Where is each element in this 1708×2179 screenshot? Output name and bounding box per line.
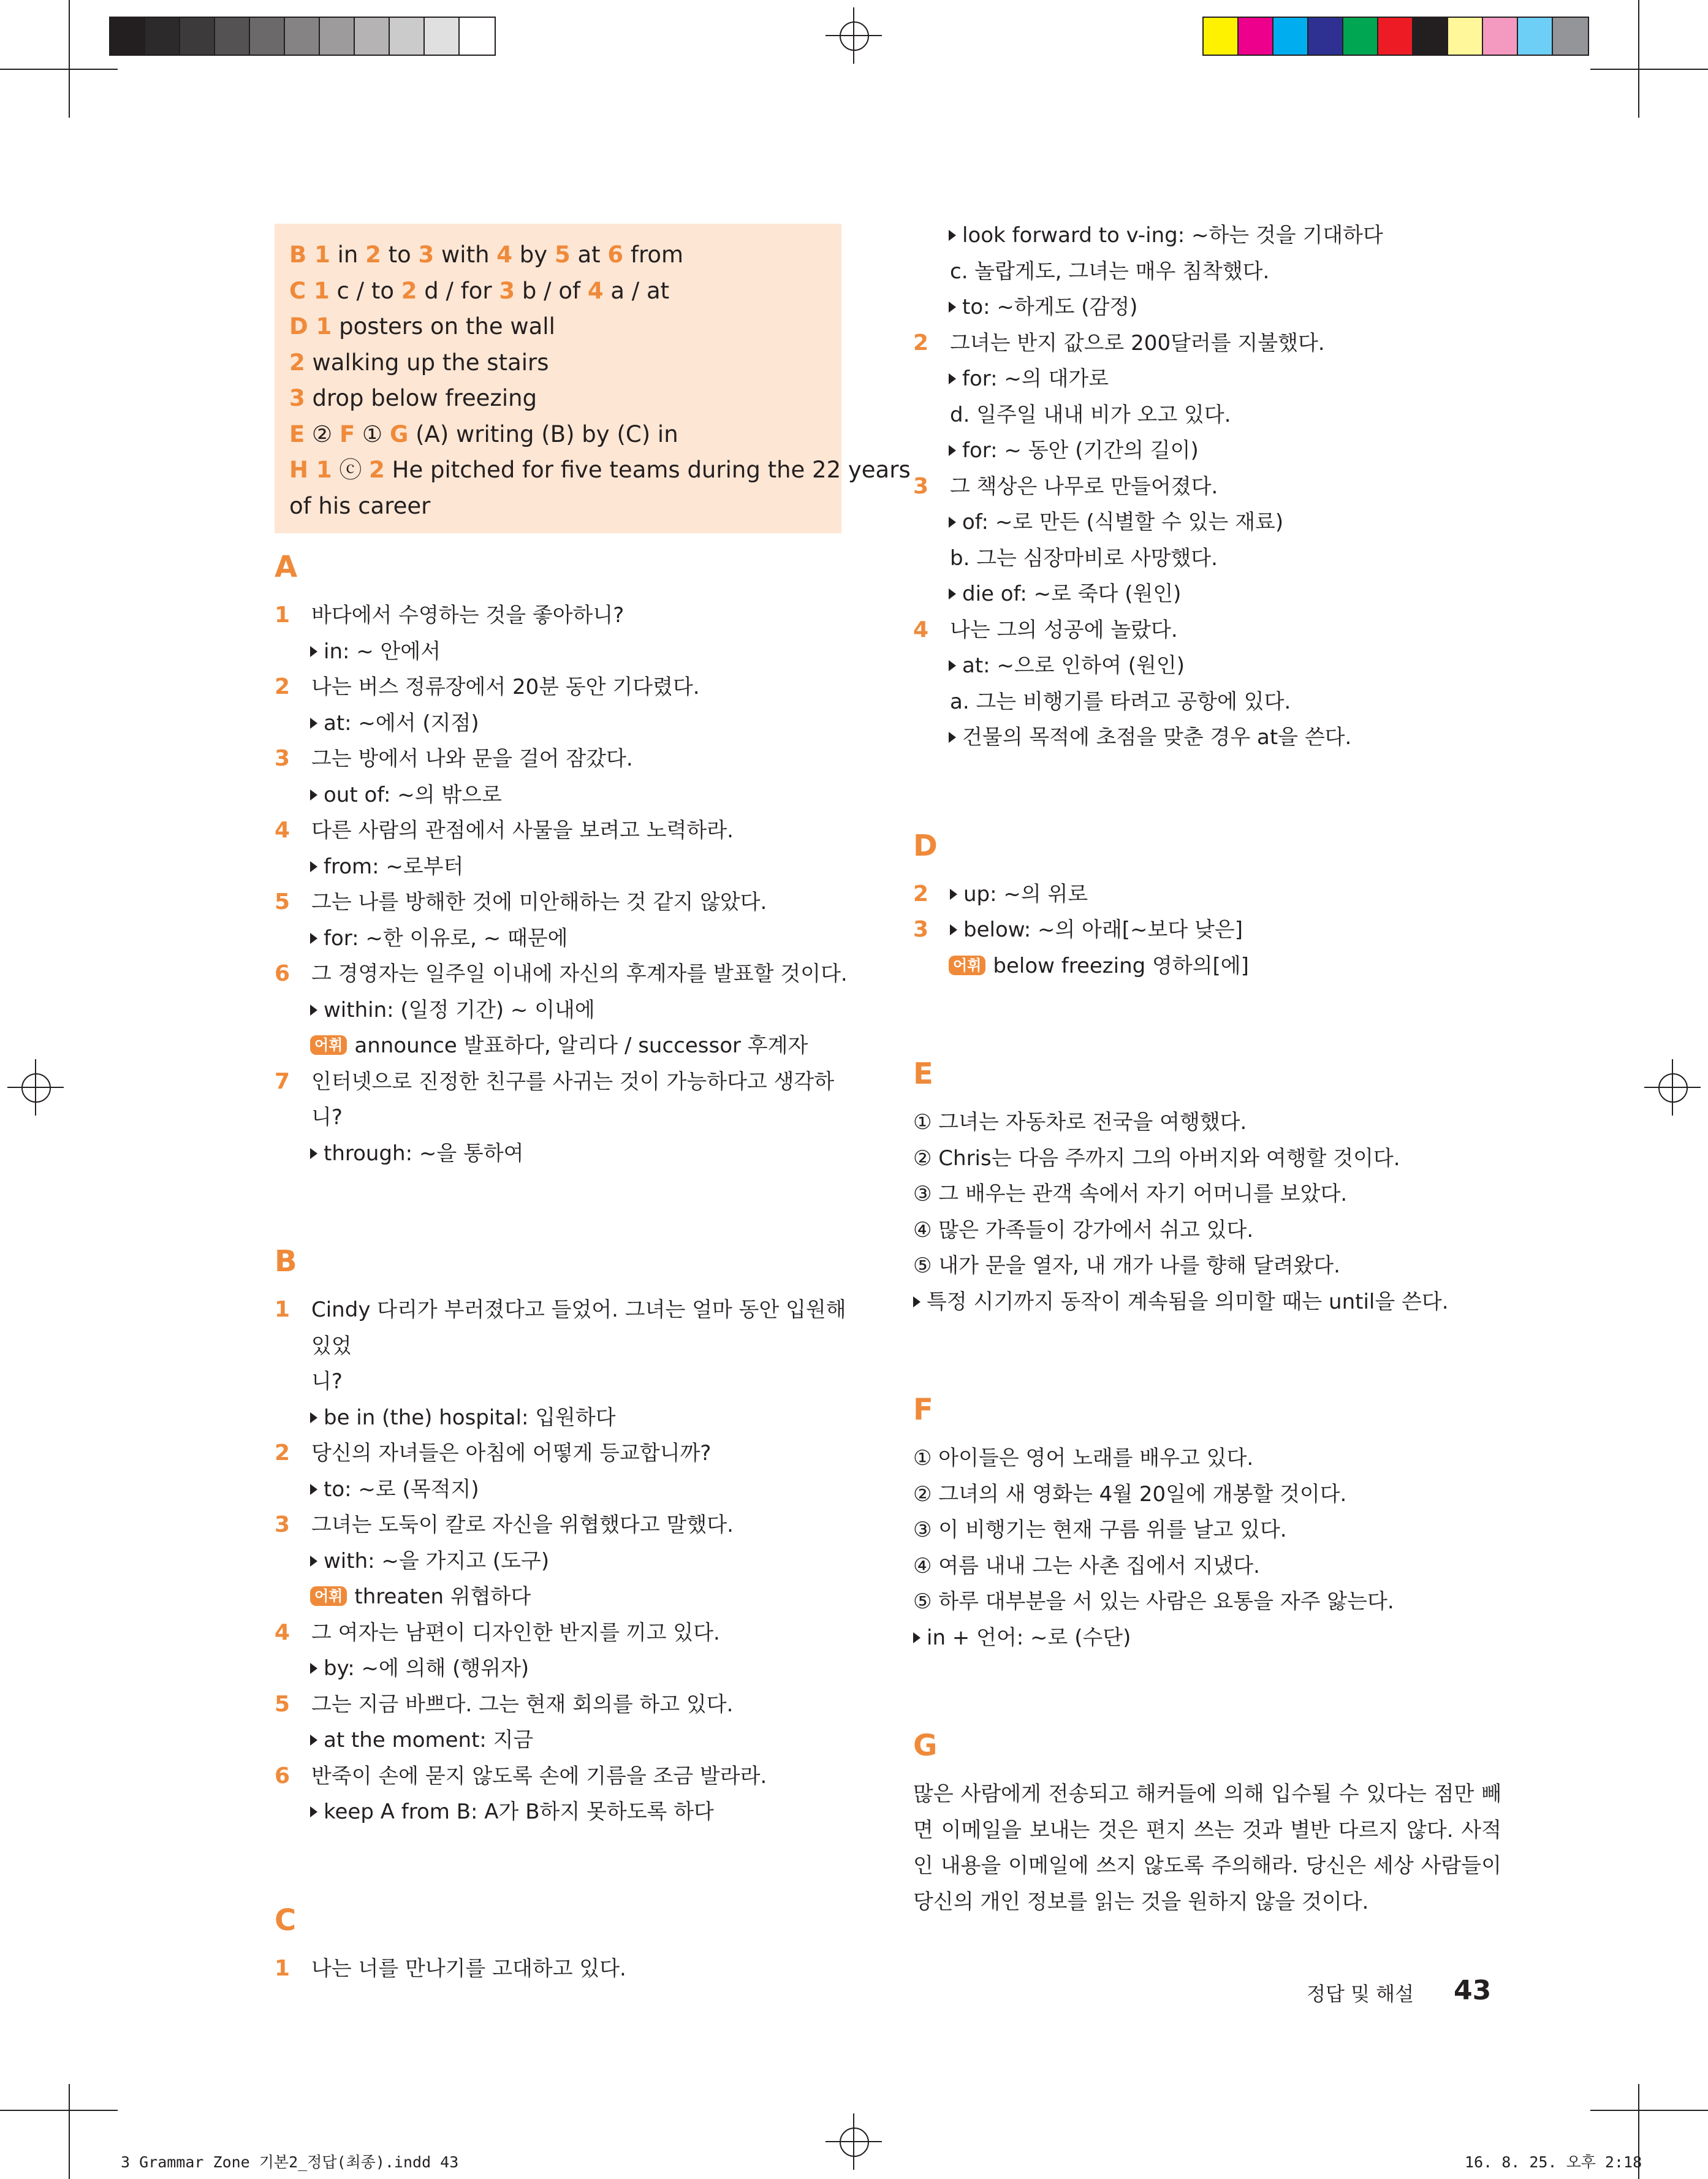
crop-mark [1590,2110,1708,2111]
registration-mark [826,2113,882,2170]
vocabulary-note [275,1579,851,1615]
answer-key-label: H 1 [289,457,332,483]
paragraph-text: 많은 사람에게 전송되고 해커들에 의해 입수될 수 있다는 점만 빼면 이메일을 보내는 것은 편지 쓰는 것과 별반 다르지 않다. 사적인 내용을 이메일에 쓰지 않도록 주의해라. 당신은 세상 사람들이 당신의 개인 정보를 읽는 것을 원하지 않을 것이다. [913,1782,1501,1914]
item-text: 그녀는 도둑이 칼로 자신을 위협했다고 말했다. [311,1513,734,1537]
translation-text: ③ 그 배우는 관객 속에서 자기 어머니를 보았다. [913,1182,1348,1206]
answer-text: d / for [417,277,499,304]
item-text: 그는 방에서 나와 문을 걸어 잠갔다. [311,747,633,771]
item-continuation [913,541,1514,577]
answer-text: ① [355,420,390,447]
translation-line [913,1477,1514,1513]
item-continuation [913,254,1514,290]
item-number: 3 [913,917,929,942]
answer-line [289,417,827,453]
item-text: 그 여자는 남편이 디자인한 반지를 끼고 있다. [311,1620,720,1645]
list-item [913,912,1514,948]
pointer-triangle-icon [310,789,317,800]
translation-line [913,1584,1514,1620]
note-text: 특정 시기까지 동작이 계속됨을 의미할 때는 until을 쓴다. [927,1289,1449,1314]
item-number: 1 [275,1955,290,1981]
item-number: 1 [275,1297,290,1322]
note-text: in: ~ 안에서 [324,639,441,664]
item-text: c. 놀랍게도, 그녀는 매우 침착했다. [950,259,1270,284]
list-item [275,1292,851,1364]
list-item [913,877,1514,913]
item-number: 6 [275,1763,290,1789]
explanation-note [913,648,1514,684]
spacer [275,1171,851,1207]
note-text: in + 언어: ~로 (수단) [927,1625,1131,1650]
translation-text: ① 아이들은 영어 노래를 배우고 있다. [913,1446,1254,1470]
vocabulary-note [913,948,1514,984]
page-number: 43 [1454,1975,1492,2006]
spacer [913,1656,1514,1692]
color-swatch [1553,18,1588,55]
answer-key-label: B 1 [289,241,330,268]
color-swatch [1273,18,1308,55]
list-item [913,469,1514,505]
answer-text: b / of [515,277,588,304]
section-heading [275,1243,851,1292]
spacer [275,1830,851,1866]
color-swatch [1378,18,1413,55]
item-text: d. 일주일 내내 비가 오고 있다. [950,402,1231,427]
item-text: 나는 너를 만나기를 고대하고 있다. [311,1956,626,1981]
color-swatch [180,18,215,55]
item-text: up: ~의 위로 [963,881,1088,907]
answer-text: ⓒ [332,457,370,483]
color-swatch [320,18,355,55]
explanation-note [913,289,1514,325]
list-item [275,1507,851,1543]
item-text: 그 책상은 나무로 만들어졌다. [950,474,1218,499]
section-heading [913,1727,1514,1776]
answer-text: with [434,241,497,268]
answer-line [289,452,911,489]
footer-section-label: 정답 및 해설 [1307,1982,1414,2006]
color-swatch [460,18,495,55]
note-text: within: (일정 기간) ~ 이내에 [324,997,595,1022]
translation-line [913,1141,1514,1177]
gray-calibration-bar [109,17,496,56]
crop-mark [1638,0,1639,118]
translation-text: ① 그녀는 자동차로 전국을 여행했다. [913,1110,1247,1135]
color-swatch [1308,18,1343,55]
color-swatch [1239,18,1273,55]
note-text: out of: ~의 밖으로 [324,782,502,807]
item-text: 그 경영자는 일주일 이내에 자신의 후계자를 발표할 것이다. [311,962,848,986]
pointer-triangle-icon [310,1735,317,1746]
color-swatch [355,18,390,55]
note-text: keep A from B: A가 B하지 못하도록 하다 [324,1800,714,1824]
answer-line [289,237,827,273]
item-continuation [275,1364,851,1400]
answer-text: (A) writing (B) by (C) in [408,420,678,447]
note-text: die of: ~로 죽다 (원인) [962,582,1182,606]
section-heading [913,1055,1514,1105]
answer-line [289,273,827,310]
spacer [913,984,1514,1020]
note-text: at the moment: 지금 [324,1728,534,1752]
translation-text: ⑤ 내가 문을 열자, 내 개가 나를 향해 달려왔다. [913,1253,1340,1278]
pointer-triangle-icon [949,588,956,599]
pointer-triangle-icon [310,1806,317,1817]
vocabulary-badge: 어휘 [949,956,985,975]
registration-mark [7,1059,64,1116]
pointer-triangle-icon [950,924,957,935]
note-text: to: ~하게도 (감정) [962,295,1138,319]
pointer-triangle-icon [310,1005,317,1016]
pointer-triangle-icon [949,732,956,743]
vocabulary-text: below freezing 영하의[에] [993,953,1249,978]
answer-key-label: 2 [369,457,385,483]
item-number: 3 [913,473,929,499]
right-column [913,218,1514,1920]
translation-line [913,1176,1514,1212]
section-heading [275,549,851,598]
item-number: 6 [275,961,290,986]
answer-line [289,345,827,381]
answer-text: posters on the wall [332,313,555,340]
explanation-note [913,576,1514,612]
explanation-note [913,1284,1514,1320]
list-item [275,1615,851,1651]
crop-mark [0,2110,118,2111]
explanation-note [913,218,1514,254]
item-text: 그는 지금 바쁘다. 그는 현재 회의를 하고 있다. [311,1692,734,1717]
answer-key-label: 2 [401,277,417,304]
explanation-note [913,433,1514,469]
item-text: 나는 그의 성공에 놀랐다. [950,617,1178,642]
item-number: 4 [913,617,929,642]
section-letter: A [275,550,298,584]
section-letter: E [913,1057,933,1091]
explanation-note [275,1722,851,1759]
note-text: for: ~의 대가로 [962,367,1109,391]
spacer [913,1356,1514,1392]
item-number: 4 [275,1619,290,1645]
explanation-note [275,705,851,742]
pointer-triangle-icon [949,373,956,384]
answer-text: c / to [329,277,401,304]
item-number: 2 [913,881,929,907]
note-text: look forward to v-ing: ~하는 것을 기대하다 [962,223,1383,248]
print-timestamp: 16. 8. 25. 오후 2:18 [1465,2153,1642,2171]
vocabulary-text: threaten 위협하다 [354,1584,531,1609]
color-swatch [250,18,285,55]
answer-key-label: 2 [289,349,305,376]
translation-text: ④ 여름 내내 그는 사촌 집에서 지냈다. [913,1553,1260,1578]
explanation-note [275,1651,851,1687]
translation-text: ② Chris는 다음 주까지 그의 아버지와 여행할 것이다. [913,1146,1400,1171]
color-swatch [1204,18,1239,55]
pointer-triangle-icon [949,302,956,313]
item-number: 1 [275,603,290,628]
item-number: 5 [275,1691,290,1717]
registration-mark [1644,1059,1701,1116]
note-text: for: ~한 이유로, ~ 때문에 [324,926,568,951]
spacer [913,1020,1514,1056]
explanation-note [913,361,1514,397]
pointer-triangle-icon [310,861,317,872]
note-text: for: ~ 동안 (기간의 길이) [962,438,1199,463]
answer-summary-box [275,224,911,533]
section-heading [275,1902,851,1951]
note-text: at: ~에서 (지점) [324,710,479,736]
pointer-triangle-icon [949,660,956,671]
explanation-note [275,1400,851,1436]
pointer-triangle-icon [949,230,956,241]
list-item [275,741,851,777]
note-text: to: ~로 (목적지) [324,1477,479,1502]
color-swatch [1518,18,1553,55]
pointer-triangle-icon [310,646,317,657]
color-calibration-bar [1202,17,1589,56]
crop-mark [69,2084,70,2179]
translation-paragraph [913,1776,1501,1920]
list-item [275,884,851,921]
answer-text: to [381,241,419,268]
section-letter: G [913,1728,938,1763]
list-item [275,813,851,849]
pointer-triangle-icon [310,718,317,729]
color-swatch [285,18,320,55]
answer-key-label: 4 [587,277,604,304]
crop-mark [0,69,118,70]
answer-key-label: C 1 [289,277,330,304]
pointer-triangle-icon [310,1663,317,1674]
item-number: 3 [275,1512,290,1537]
answer-text: walking up the stairs [305,349,549,376]
explanation-note [275,849,851,885]
item-text: 당신의 자녀들은 아침에 어떻게 등교합니까? [311,1441,712,1466]
vocabulary-text: announce 발표하다, 알리다 / successor 후계자 [354,1033,808,1058]
section-letter: F [913,1393,933,1427]
note-text: with: ~을 가지고 (도구) [324,1548,550,1573]
answer-key-label: 3 [499,277,515,304]
pointer-triangle-icon [913,1296,920,1307]
item-text: a. 그는 비행기를 타려고 공항에 있다. [950,689,1291,714]
explanation-note [913,720,1514,756]
item-text: 나는 버스 정류장에서 20분 동안 기다렸다. [311,675,700,699]
list-item [275,598,851,634]
item-number: 7 [275,1068,290,1094]
item-text: 인터넷으로 진정한 친구를 사귀는 것이 가능하다고 생각하니? [311,1069,835,1130]
item-text: Cindy 다리가 부러졌다고 들었어. 그녀는 얼마 동안 입원해 있었 [311,1298,846,1358]
explanation-note [275,921,851,957]
item-continuation [913,684,1514,720]
crop-mark [69,0,70,118]
pointer-triangle-icon [310,933,317,944]
answer-line [289,309,827,345]
answer-key-label: F [339,420,355,447]
explanation-note [913,1620,1514,1656]
answer-key-label: 4 [496,241,513,268]
item-text: b. 그는 심장마비로 사망했다. [950,546,1218,571]
item-continuation [913,397,1514,433]
answer-line [289,381,827,417]
explanation-note [275,1794,851,1830]
list-item [275,956,851,992]
vocabulary-badge: 어휘 [310,1035,347,1055]
list-item [913,612,1514,648]
spacer [913,1692,1514,1728]
spacer [913,1320,1514,1356]
color-swatch [1448,18,1483,55]
item-text: 다른 사람의 관점에서 사물을 보려고 노력하라. [311,818,734,843]
registration-mark [826,7,882,64]
explanation-note [275,634,851,670]
item-text: 반죽이 손에 묻지 않도록 손에 기름을 조금 발라라. [311,1763,767,1789]
list-item [275,669,851,705]
list-item [275,1064,851,1136]
translation-line [913,1440,1514,1477]
note-text: from: ~로부터 [324,854,464,879]
color-swatch [390,18,425,55]
translation-line [913,1105,1514,1141]
item-number: 2 [275,1440,290,1466]
explanation-note [913,504,1514,541]
translation-text: ⑤ 하루 대부분을 서 있는 사람은 요통을 자주 앓는다. [913,1589,1394,1614]
section-heading [913,1391,1514,1440]
section-letter: C [275,1903,297,1938]
note-text: of: ~로 만든 (식별할 수 있는 재료) [962,510,1284,534]
pointer-triangle-icon [949,445,956,456]
vocabulary-badge: 어휘 [310,1586,347,1606]
answer-text: drop below freezing [305,385,537,411]
item-text: 바다에서 수영하는 것을 좋아하니? [311,603,624,628]
spacer [275,1866,851,1902]
note-text: be in (the) hospital: 입원하다 [324,1405,616,1430]
pointer-triangle-icon [310,1484,317,1495]
list-item [913,325,1514,362]
note-text: 건물의 목적에 초점을 맞춘 경우 at을 쓴다. [962,725,1352,750]
explanation-note [275,777,851,813]
translation-line [913,1548,1514,1584]
answer-key-label: 6 [607,241,624,268]
list-item [275,1759,851,1795]
pointer-triangle-icon [949,517,956,528]
answer-text: ② [305,420,340,447]
color-swatch [145,18,180,55]
translation-text: ② 그녀의 새 영화는 4월 20일에 개봉할 것이다. [913,1481,1347,1507]
item-text: 그는 나를 방해한 것에 미안해하는 것 같지 않았다. [311,890,767,915]
translation-line [913,1212,1514,1249]
left-column [275,549,851,1987]
pointer-triangle-icon [310,1556,317,1567]
spacer [913,756,1514,792]
spacer [275,1207,851,1244]
spacer [913,791,1514,827]
item-text: 그녀는 반지 값으로 200달러를 지불했다. [950,330,1325,356]
pointer-triangle-icon [950,889,957,900]
vocabulary-note [275,1028,851,1064]
item-number: 2 [275,674,290,699]
answer-key-label: 5 [554,241,571,268]
pointer-triangle-icon [913,1632,920,1643]
section-letter: B [275,1244,297,1279]
list-item [275,1951,851,1987]
color-swatch [1343,18,1378,55]
answer-line [289,489,827,525]
answer-text: from [623,241,684,268]
explanation-note [275,1543,851,1580]
answer-text: by [512,241,555,268]
answer-key-label: E [289,420,305,447]
file-slug: 3 Grammar Zone 기본2_정답(최종).indd 43 [121,2153,459,2171]
list-item [275,1436,851,1472]
item-text: below: ~의 아래[~보다 낮은] [963,918,1243,942]
answer-key-label: G [389,420,409,447]
color-swatch [1413,18,1448,55]
color-swatch [110,18,145,55]
answer-key-label: 2 [365,241,381,268]
explanation-note [275,1472,851,1508]
answer-text: at [570,241,608,268]
explanation-note [275,992,851,1029]
answer-text: a / at [603,277,670,304]
translation-text: ④ 많은 가족들이 강가에서 쉬고 있다. [913,1217,1254,1242]
translation-line [913,1512,1514,1548]
translation-text: ③ 이 비행기는 현재 구름 위를 날고 있다. [913,1518,1287,1542]
crop-mark [1590,69,1708,70]
color-swatch [425,18,460,55]
item-text: 니? [311,1369,343,1394]
note-text: by: ~에 의해 (행위자) [324,1656,529,1681]
answer-text: in [330,241,366,268]
translation-line [913,1248,1514,1284]
note-text: at: ~으로 인하여 (원인) [962,653,1185,678]
answer-key-label: 3 [418,241,435,268]
section-letter: D [913,828,938,863]
section-heading [913,827,1514,877]
answer-key-label: 3 [289,385,305,411]
item-number: 3 [275,746,290,771]
item-number: 5 [275,889,290,915]
list-item [275,1687,851,1723]
item-number: 4 [275,818,290,843]
color-swatch [215,18,250,55]
item-number: 2 [913,330,929,356]
pointer-triangle-icon [310,1148,317,1159]
answer-text: of his career [289,492,431,519]
answer-key-label: D 1 [289,313,332,340]
pointer-triangle-icon [310,1412,317,1423]
color-swatch [1483,18,1518,55]
answer-text: He pitched for five teams during the 22 years [384,457,911,483]
explanation-note [275,1136,851,1172]
note-text: through: ~을 통하여 [324,1141,524,1166]
